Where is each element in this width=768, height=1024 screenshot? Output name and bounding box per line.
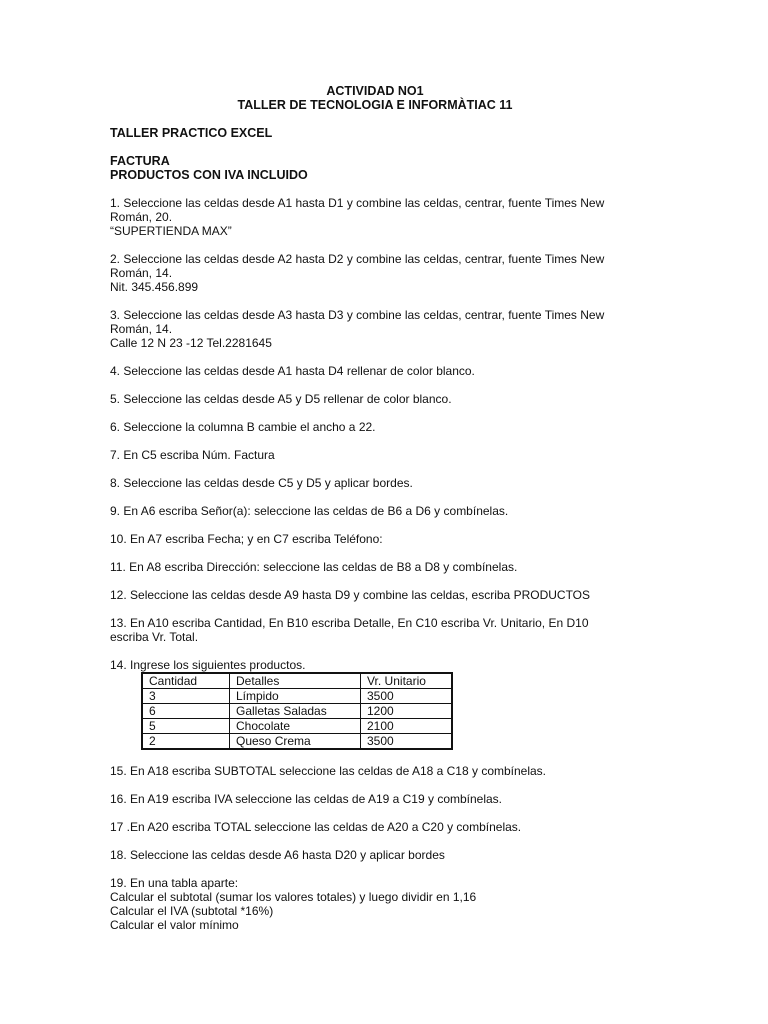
- step-line: 3. Seleccione las celdas desde A3 hasta D3 y combine las celdas, centrar, fuente Times New: [110, 308, 605, 322]
- step-10: [110, 532, 710, 546]
- cell-cantidad: 6: [142, 704, 230, 719]
- step-line: 18. Seleccione las celdas desde A6 hasta D20 y aplicar bordes: [110, 848, 445, 862]
- step-14-text: 14. Ingrese los siguientes productos.: [110, 658, 306, 672]
- step-line: Calcular el valor mínimo: [110, 918, 239, 932]
- step-line: 15. En A18 escriba SUBTOTAL seleccione las celdas de A18 a C18 y combínelas.: [110, 764, 547, 778]
- step-line: 9. En A6 escriba Señor(a): seleccione las celdas de B6 a D6 y combínelas.: [110, 504, 509, 518]
- products-table: [141, 672, 453, 750]
- cell-detalle: Límpido: [230, 689, 361, 704]
- step-line: Calle 12 N 23 -12 Tel.2281645: [110, 336, 272, 350]
- step-line: 4. Seleccione las celdas desde A1 hasta D4 rellenar de color blanco.: [110, 364, 475, 378]
- document-page: [110, 84, 710, 946]
- step-line: 10. En A7 escriba Fecha; y en C7 escriba Teléfono:: [110, 532, 383, 546]
- step-line: Román, 14.: [110, 266, 173, 280]
- cell-cantidad: 2: [142, 734, 230, 750]
- step-line: 17 .En A20 escriba TOTAL seleccione las celdas de A20 a C20 y combínelas.: [110, 820, 522, 834]
- step-line: 5. Seleccione las celdas desde A5 y D5 rellenar de color blanco.: [110, 392, 452, 406]
- step-after-5: [110, 876, 710, 932]
- step-line: Nit. 345.456.899: [110, 280, 199, 294]
- step-1: [110, 196, 710, 238]
- step-line: 11. En A8 escriba Dirección: seleccione las celdas de B8 a D8 y combínelas.: [110, 560, 518, 574]
- step-line: Calcular el IVA (subtotal *16%): [110, 904, 274, 918]
- step-line: 8. Seleccione las celdas desde C5 y D5 y aplicar bordes.: [110, 476, 413, 490]
- cell-vr-unitario: 3500: [361, 734, 453, 750]
- step-line: Calcular el subtotal (sumar los valores totales) y luego dividir en 1,16: [110, 890, 477, 904]
- step-11: [110, 560, 710, 574]
- instruction-list-continued: [110, 764, 710, 946]
- step-after-1: [110, 764, 710, 778]
- step-12: [110, 588, 710, 602]
- step-9: [110, 504, 710, 518]
- step-14: [110, 658, 710, 672]
- instruction-list: [110, 196, 710, 658]
- step-line: escriba Vr. Total.: [110, 630, 199, 644]
- cell-cantidad: 3: [142, 689, 230, 704]
- document-subtitle: TALLER PRACTICO EXCEL: [110, 126, 273, 140]
- step-8: [110, 476, 710, 490]
- step-line: 19. En una tabla aparte:: [110, 876, 239, 890]
- step-line: “SUPERTIENDA MAX”: [110, 224, 232, 238]
- step-line: 7. En C5 escriba Núm. Factura: [110, 448, 275, 462]
- step-line: Román, 14.: [110, 322, 173, 336]
- header-cantidad: Cantidad: [142, 673, 230, 689]
- step-line: 2. Seleccione las celdas desde A2 hasta D2 y combine las celdas, centrar, fuente Times New: [110, 252, 605, 266]
- table-row: [142, 734, 452, 750]
- cell-cantidad: 5: [142, 719, 230, 734]
- cell-detalle: Queso Crema: [230, 734, 361, 750]
- section-heading-2: PRODUCTOS CON IVA INCLUIDO: [110, 168, 308, 182]
- title-line-2: TALLER DE TECNOLOGIA E INFORMÀTIAC 11: [237, 98, 513, 112]
- table-row: [142, 689, 452, 704]
- step-line: 13. En A10 escriba Cantidad, En B10 escriba Detalle, En C10 escriba Vr. Unitario, En D10: [110, 616, 589, 630]
- cell-detalle: Galletas Saladas: [230, 704, 361, 719]
- step-3: [110, 308, 710, 350]
- document-title: [110, 84, 640, 112]
- header-vr-unitario: Vr. Unitario: [361, 673, 453, 689]
- header-detalles: Detalles: [230, 673, 361, 689]
- step-7: [110, 448, 710, 462]
- step-after-2: [110, 792, 710, 806]
- cell-detalle: Chocolate: [230, 719, 361, 734]
- step-13: [110, 616, 710, 644]
- step-line: 16. En A19 escriba IVA seleccione las celdas de A19 a C19 y combínelas.: [110, 792, 503, 806]
- step-5: [110, 392, 710, 406]
- step-after-3: [110, 820, 710, 834]
- step-after-4: [110, 848, 710, 862]
- table-row: [142, 704, 452, 719]
- title-line-1: ACTIVIDAD NO1: [326, 84, 424, 98]
- step-6: [110, 420, 710, 434]
- cell-vr-unitario: 2100: [361, 719, 453, 734]
- step-line: 12. Seleccione las celdas desde A9 hasta D9 y combine las celdas, escriba PRODUCTOS: [110, 588, 591, 602]
- step-line: 1. Seleccione las celdas desde A1 hasta D1 y combine las celdas, centrar, fuente Times New: [110, 196, 605, 210]
- cell-vr-unitario: 3500: [361, 689, 453, 704]
- step-2: [110, 252, 710, 294]
- step-line: Román, 20.: [110, 210, 173, 224]
- table-header-row: [142, 673, 452, 689]
- section-heading-1: FACTURA: [110, 154, 170, 168]
- cell-vr-unitario: 1200: [361, 704, 453, 719]
- step-4: [110, 364, 710, 378]
- table-row: [142, 719, 452, 734]
- step-line: 6. Seleccione la columna B cambie el ancho a 22.: [110, 420, 376, 434]
